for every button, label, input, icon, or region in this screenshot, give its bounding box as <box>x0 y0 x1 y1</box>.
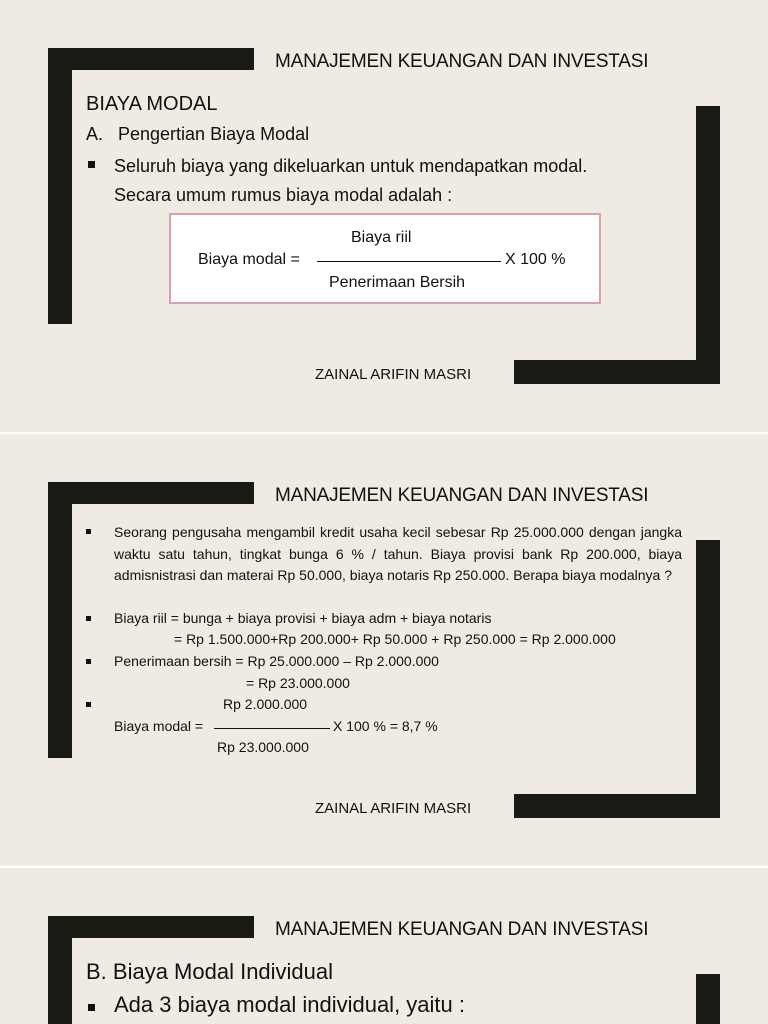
problem-text: Seorang pengusaha mengambil kredit usaha kecil sebesar Rp 25.000.000 dengan jangka waktu satu tahun, tingkat bunga 6 % / tahun. Biaya provisi bank Rp 200.000, biaya admisnistrasi dan materai Rp 50.000, biaya notaris Rp 250.000. Berapa biaya modalnya ? <box>114 524 682 583</box>
real-cost-line-2: = Rp 1.500.000+Rp 200.000+ Rp 50.000 + Rp 250.000 = Rp 2.000.000 <box>174 631 616 647</box>
subsection-title <box>86 124 309 145</box>
corner-bracket-bottom-right <box>514 794 720 818</box>
formula-numerator: Biaya riil <box>351 229 412 246</box>
net-receipt-text: Penerimaan bersih = Rp 25.000.000 – Rp 2.000.000 <box>114 653 439 669</box>
fraction-lhs: Biaya modal = <box>114 718 204 734</box>
bullet-square-icon <box>86 616 91 621</box>
slide-2 <box>0 434 768 866</box>
slide-header: MANAJEMEN KEUANGAN DAN INVESTASI <box>275 919 649 940</box>
corner-bracket-top-left-vertical <box>48 482 72 758</box>
slide-heading: B. Biaya Modal Individual <box>86 959 334 984</box>
bullet-line-2: Secara umum rumus biaya modal adalah : <box>114 185 453 205</box>
bullet-square-icon <box>86 659 91 664</box>
slide-author: ZAINAL ARIFIN MASRI <box>315 366 472 383</box>
subsection-number: A. <box>86 124 104 144</box>
fraction-numerator: Rp 2.000.000 <box>223 696 308 712</box>
bullet-square-icon <box>88 161 95 168</box>
corner-bracket-top-left <box>48 48 254 70</box>
slide-header: MANAJEMEN KEUANGAN DAN INVESTASI <box>275 51 649 72</box>
real-cost-text: Biaya riil = bunga + biaya provisi + biaya adm + biaya notaris <box>114 610 492 626</box>
slide-1 <box>0 0 768 432</box>
net-receipt-line-2: = Rp 23.000.000 <box>246 675 350 691</box>
corner-bracket-bottom-right-vertical <box>696 106 720 384</box>
bullet-text: Ada 3 biaya modal individual, yaitu : <box>114 992 465 1017</box>
problem-statement <box>114 522 682 587</box>
bullet-line-1: Seluruh biaya yang dikeluarkan untuk mendapatkan modal. <box>114 156 588 176</box>
slide-heading: BIAYA MODAL <box>86 93 218 115</box>
fraction-rhs: X 100 % = 8,7 % <box>333 718 438 734</box>
slide-header: MANAJEMEN KEUANGAN DAN INVESTASI <box>275 485 649 506</box>
slide-3 <box>0 868 768 1024</box>
slide-author: ZAINAL ARIFIN MASRI <box>315 800 472 817</box>
formula-lhs: Biaya modal = <box>198 251 300 268</box>
formula-rhs: X 100 % <box>505 251 566 268</box>
formula-denominator: Penerimaan Bersih <box>329 274 466 291</box>
corner-bracket-bottom-right <box>514 360 720 384</box>
bullet-square-icon <box>86 702 91 707</box>
fraction-denominator: Rp 23.000.000 <box>217 739 309 755</box>
formula-fraction-line <box>317 261 501 262</box>
corner-bracket-top-left <box>48 482 254 504</box>
bullet-square-icon <box>88 1004 95 1011</box>
corner-bracket-top-left-vertical <box>48 48 72 324</box>
real-cost-line-1 <box>114 610 491 626</box>
corner-bracket-top-left <box>48 916 254 938</box>
formula-box <box>169 213 601 304</box>
fraction-line <box>214 728 330 729</box>
bullet-square-icon <box>86 529 91 534</box>
subsection-text: Pengertian Biaya Modal <box>118 124 310 144</box>
corner-bracket-bottom-right-vertical <box>696 974 720 1024</box>
corner-bracket-top-left-vertical <box>48 916 72 1024</box>
corner-bracket-bottom-right-vertical <box>696 540 720 818</box>
net-receipt-line-1 <box>114 653 439 669</box>
